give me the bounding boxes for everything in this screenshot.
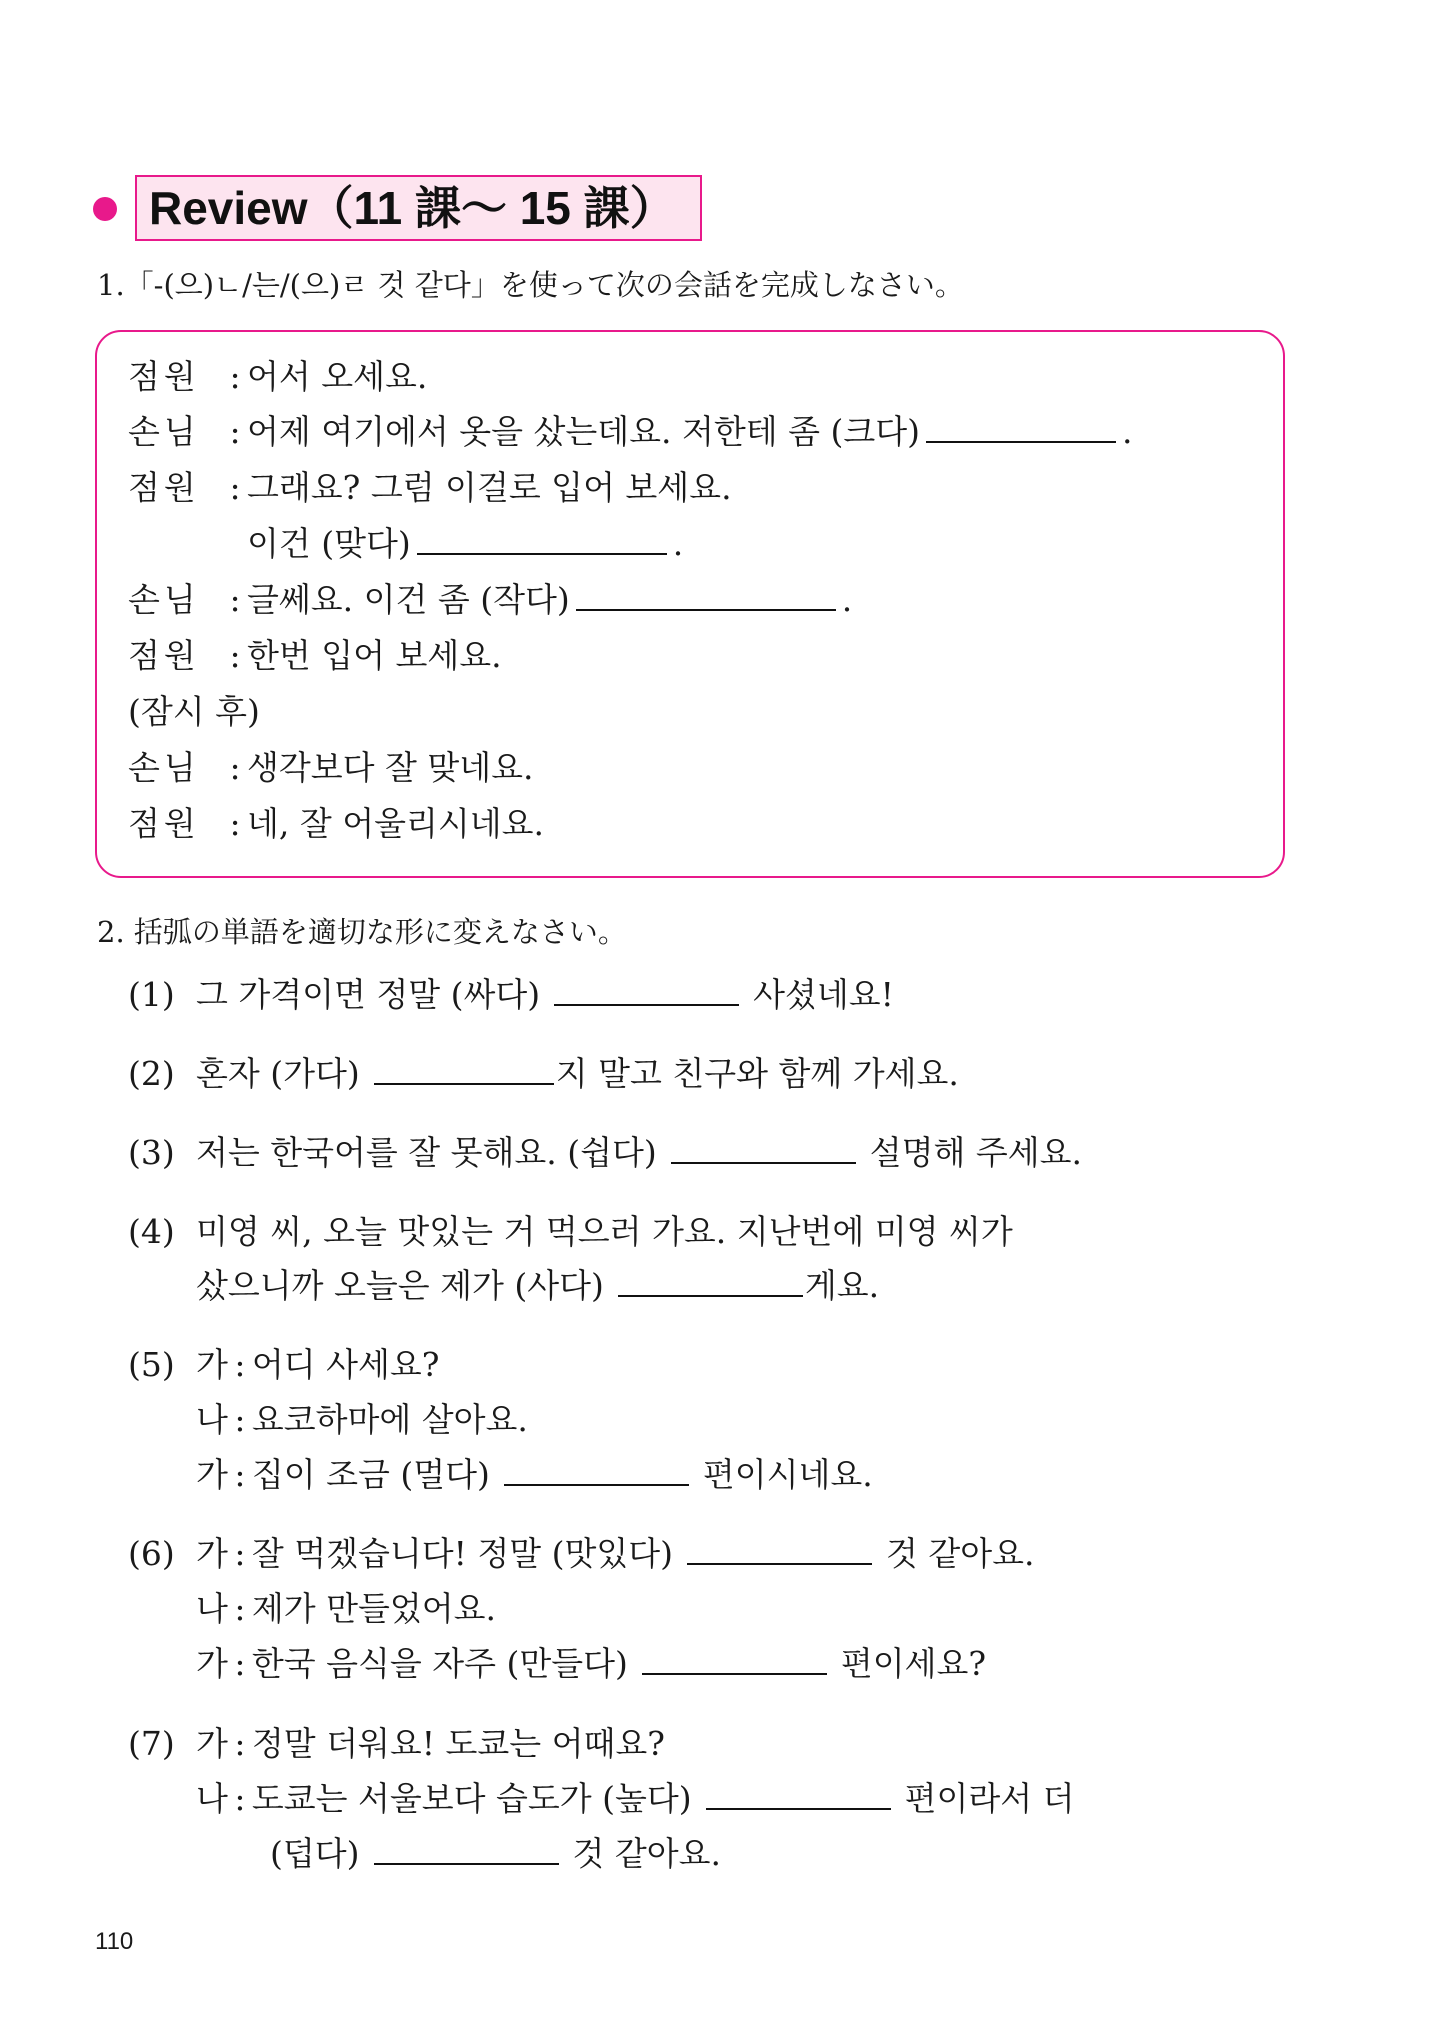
dialog-text: 그래요? 그럼 이걸로 입어 보세요.: [247, 468, 732, 507]
speaker-label: 가: [196, 1534, 228, 1573]
answer-blank[interactable]: [504, 1454, 689, 1486]
speaker-label: 점원: [128, 357, 200, 396]
q1-instruction: 1.「-(으)ㄴ/는/(으)ㄹ 것 같다」を使って次の会話を完成しなさい。: [97, 268, 964, 302]
dialog-line-9: [128, 802, 544, 846]
colon: :: [229, 468, 241, 507]
dialog-text: (잠시 후): [128, 692, 260, 731]
dialog-text: 이건 (맞다): [247, 524, 411, 563]
speaker-label: 나: [196, 1400, 228, 1439]
dialog-line-7: [128, 690, 260, 734]
dialog-text: 글쎄요. 이건 좀 (작다): [247, 580, 570, 619]
speaker-label: 손님: [128, 412, 200, 451]
exercise-6: [128, 1532, 1035, 1576]
answer-blank[interactable]: [926, 411, 1116, 443]
answer-blank[interactable]: [642, 1643, 827, 1675]
item-text: 집이 조금 (멀다): [251, 1455, 490, 1494]
speaker-label: 가: [196, 1455, 228, 1494]
dialog-line-1: [128, 355, 427, 399]
speaker-label: 손님: [128, 580, 200, 619]
answer-blank[interactable]: [671, 1132, 856, 1164]
item-number: (4): [128, 1212, 175, 1251]
dialog-line-5: [128, 578, 852, 622]
speaker-label: 나: [196, 1589, 228, 1628]
period: .: [1121, 412, 1133, 451]
answer-blank[interactable]: [417, 523, 667, 555]
item-text: 혼자 (가다): [196, 1054, 360, 1093]
item-number: (6): [128, 1534, 175, 1573]
colon: :: [234, 1779, 246, 1818]
item-number: (2): [128, 1054, 175, 1093]
page-number: 110: [95, 1928, 134, 1955]
section-title: Review（11 課～ 15 課）: [135, 175, 702, 241]
item-text: 도쿄는 서울보다 습도가 (높다): [251, 1779, 692, 1818]
exercise-4-line-2: [196, 1264, 879, 1308]
colon: :: [234, 1345, 246, 1384]
item-text: 설명해 주세요.: [869, 1133, 1082, 1172]
exercise-5: [128, 1343, 439, 1387]
dialog-line-3: [128, 466, 732, 510]
item-text: 저는 한국어를 잘 못해요. (쉽다): [196, 1133, 657, 1172]
item-text: 지 말고 친구와 함께 가세요.: [555, 1054, 959, 1093]
item-text: 요코하마에 살아요.: [251, 1400, 528, 1439]
item-text: 편이시네요.: [702, 1455, 873, 1494]
period: .: [672, 524, 684, 563]
bullet-dot-icon: [93, 197, 117, 221]
item-text: 사셨네요!: [753, 975, 894, 1014]
speaker-label: 가: [196, 1644, 228, 1683]
answer-blank[interactable]: [706, 1778, 891, 1810]
exercise-7-line-2: [196, 1777, 1075, 1821]
dialog-text: 어서 오세요.: [247, 357, 428, 396]
answer-blank[interactable]: [576, 579, 836, 611]
exercise-6-line-3: [196, 1642, 986, 1686]
item-text: (덥다): [270, 1834, 360, 1873]
colon: :: [229, 412, 241, 451]
colon: :: [229, 636, 241, 675]
exercise-2: [128, 1052, 959, 1096]
exercise-7-line-3: [270, 1832, 721, 1876]
item-number: (3): [128, 1133, 175, 1172]
item-text: 편이세요?: [840, 1644, 987, 1683]
answer-blank[interactable]: [687, 1533, 872, 1565]
exercise-5-line-3: [196, 1453, 873, 1497]
item-text: 미영 씨, 오늘 맛있는 거 먹으러 가요. 지난번에 미영 씨가: [196, 1212, 1013, 1251]
speaker-label: 점원: [128, 636, 200, 675]
colon: :: [229, 357, 241, 396]
speaker-label: 가: [196, 1345, 228, 1384]
colon: :: [229, 804, 241, 843]
speaker-label: 나: [196, 1779, 228, 1818]
item-text: 게요.: [804, 1266, 880, 1305]
item-text: 제가 만들었어요.: [251, 1589, 497, 1628]
colon: :: [234, 1724, 246, 1763]
exercise-4: [128, 1210, 1013, 1254]
period: .: [841, 580, 853, 619]
answer-blank[interactable]: [554, 974, 739, 1006]
item-text: 것 같아요.: [886, 1534, 1035, 1573]
dialog-text: 생각보다 잘 맞네요.: [247, 748, 534, 787]
item-number: (7): [128, 1724, 175, 1763]
colon: :: [234, 1400, 246, 1439]
speaker-label: 점원: [128, 468, 200, 507]
dialog-line-8: [128, 746, 534, 790]
speaker-label: 가: [196, 1724, 228, 1763]
answer-blank[interactable]: [374, 1053, 554, 1085]
dialog-text: 한번 입어 보세요.: [247, 636, 502, 675]
colon: :: [234, 1534, 246, 1573]
colon: :: [229, 748, 241, 787]
exercise-3: [128, 1131, 1082, 1175]
colon: :: [234, 1455, 246, 1494]
item-text: 어디 사세요?: [251, 1345, 440, 1384]
answer-blank[interactable]: [374, 1833, 559, 1865]
item-text: 잘 먹겠습니다! 정말 (맛있다): [251, 1534, 674, 1573]
exercise-6-line-2: [196, 1587, 496, 1631]
item-text: 편이라서 더: [904, 1779, 1075, 1818]
colon: :: [234, 1589, 246, 1628]
colon: :: [229, 580, 241, 619]
dialog-line-2: [128, 410, 1132, 454]
item-text: 샀으니까 오늘은 제가 (사다): [196, 1266, 604, 1305]
item-number: (1): [128, 975, 175, 1014]
exercise-7: [128, 1722, 665, 1766]
item-text: 정말 더워요! 도쿄는 어때요?: [251, 1724, 665, 1763]
item-text: 것 같아요.: [572, 1834, 722, 1873]
colon: :: [234, 1644, 246, 1683]
speaker-label: 점원: [128, 804, 200, 843]
answer-blank[interactable]: [618, 1265, 803, 1297]
speaker-label: 손님: [128, 748, 200, 787]
dialog-line-4: [247, 522, 683, 566]
dialog-line-6: [128, 634, 502, 678]
item-number: (5): [128, 1345, 175, 1384]
q2-instruction: 2. 括弧の単語を適切な形に変えなさい。: [97, 915, 627, 949]
exercise-1: [128, 973, 894, 1017]
dialog-text: 네, 잘 어울리시네요.: [247, 804, 544, 843]
item-text: 한국 음식을 자주 (만들다): [251, 1644, 628, 1683]
exercise-5-line-2: [196, 1398, 528, 1442]
item-text: 그 가격이면 정말 (싸다): [196, 975, 541, 1014]
dialog-text: 어제 여기에서 옷을 샀는데요. 저한테 좀 (크다): [247, 412, 920, 451]
